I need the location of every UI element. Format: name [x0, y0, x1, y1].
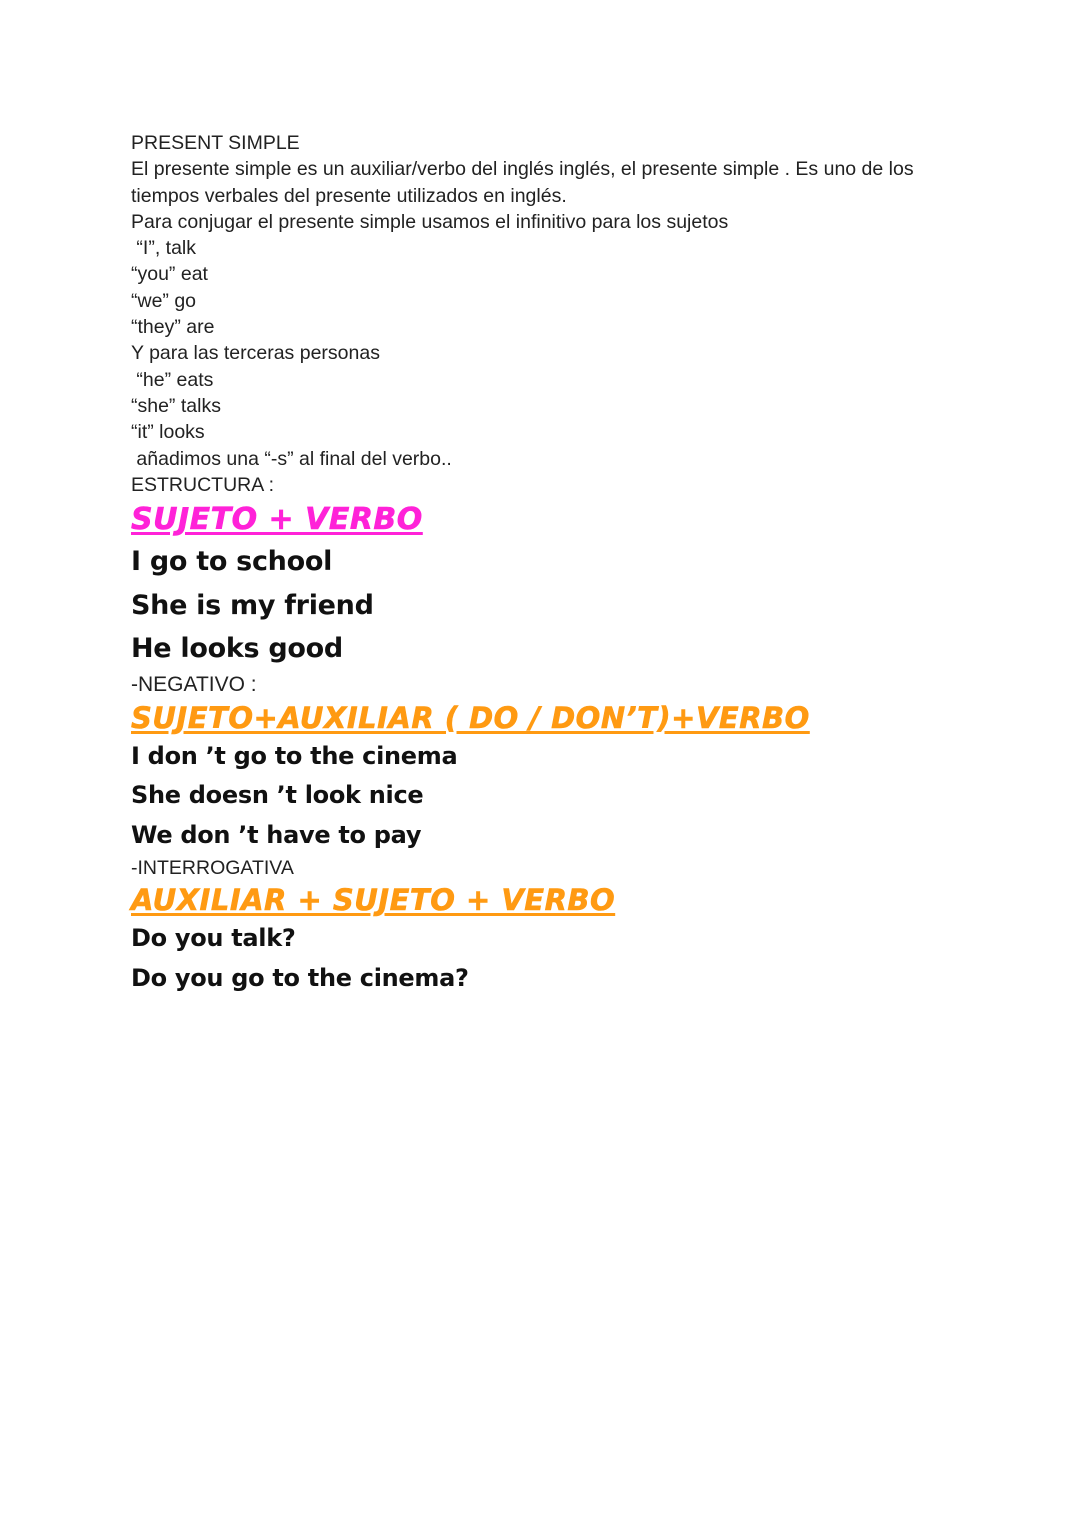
subject-it: “it” looks: [131, 421, 205, 444]
rule-add-s: añadimos una “-s” al final del verbo..: [131, 447, 452, 470]
subject-i: “I”, talk: [131, 237, 197, 260]
interrogative-example: Do you talk?: [131, 924, 296, 953]
negative-example: She doesn ’t look nice: [131, 781, 424, 810]
interrogative-label: -INTERROGATIVA: [131, 857, 294, 880]
subject-they: “they” are: [131, 316, 215, 339]
subject-he: “he” eats: [131, 368, 214, 391]
negative-example: We don ’t have to pay: [131, 820, 422, 849]
subject-you: “you” eat: [131, 263, 208, 286]
negative-example: I don ’t go to the cinema: [131, 741, 458, 770]
affirmative-example: She is my friend: [131, 589, 374, 621]
third-person-intro: Y para las terceras personas: [131, 342, 380, 365]
intro-line-1: El presente simple es un auxiliar/verbo del inglés inglés, el presente simple . Es uno de los: [131, 158, 914, 181]
interrogative-example: Do you go to the cinema?: [131, 963, 469, 992]
intro-line-2: tiempos verbales del presente utilizados en inglés.: [131, 184, 567, 207]
subject-she: “she” talks: [131, 394, 221, 417]
structure-label: ESTRUCTURA :: [131, 473, 275, 496]
negative-label: -NEGATIVO :: [131, 672, 257, 696]
affirmative-formula: SUJETO + VERBO: [131, 502, 423, 538]
negative-formula: SUJETO+AUXILIAR ( DO / DON’T)+VERBO: [131, 700, 810, 735]
document-page: [131, 130, 951, 998]
affirmative-example: He looks good: [131, 633, 343, 665]
document-title: PRESENT SIMPLE: [131, 132, 300, 154]
subject-we: “we” go: [131, 289, 197, 312]
affirmative-example: I go to school: [131, 546, 333, 578]
intro-line-3: Para conjugar el presente simple usamos el infinitivo para los sujetos: [131, 210, 729, 233]
interrogative-formula: AUXILIAR + SUJETO + VERBO: [131, 883, 616, 918]
